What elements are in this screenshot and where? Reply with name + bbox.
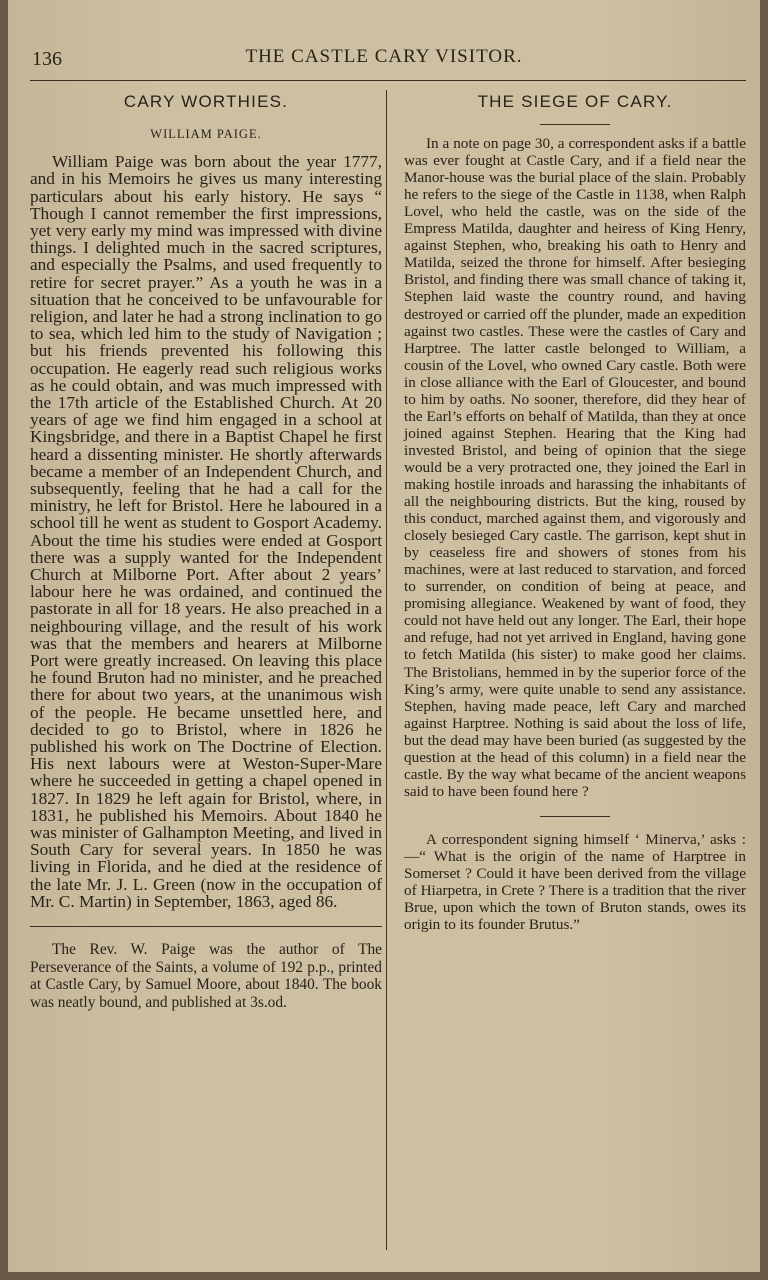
left-article-body: William Paige was born about the year 1777, and in his Memoirs he gives us many interesting particulars about his early history. He says “ Though I cannot remember the first impressions, yet very early my mind was impressed with divine things. I delighted much in the sacred scriptures, and especially the Psalms, and used frequently to retire for secret prayer.” As a youth he was in a situation that he conceived to be unfavourable for religion, and later he had a strong inclination to go to sea, which led him to the study of Navigation ; but his friends prevented his following this occupation. He eagerly read such religious works as he could obtain, and was much impressed with the 17th article of the Established Church. At 20 years of age we find him engaged in a school at Kingsbridge, and there in a Baptist Chapel he first heard a dissenting minister. He shortly afterwards became a member of an Independent Church, and subsequently, feeling that he had a call for the ministry, he left for Bristol. Here he laboured in a school till he went as student to Gosport Academy. About the time his studies were ended at Gosport there was a supply wanted for the Independent Church at Milborne Port. After about 2 years’ labour here he was ordained, and continued the pastorate in all for 18 years. He also preached in a neighbouring village, and the result of his work was that the members and hearers at Milborne Port were greatly increased. On leaving this place he found Bruton had no minister, and he preached there for about two years, at the unanimous wish of the people. He became unsettled here, and decided to go to Bristol, where in 1826 he published his work on The Doctrine of Election. His next labours were at Weston-Super-Mare where he succeeded in getting a chapel opened in 1827. In 1829 he left again for Bristol, where, in 1831, he published his Memoirs. About 1840 he was minister of Galhampton Meeting, and lived in South Cary for several years. In 1850 he was living in Florida, and he died at the residence of the late Mr. J. L. Green (now in the occupation of Mr. C. Martin) in September, 1863, aged 86. [30,152,382,911]
left-column [30,90,382,1011]
page-number: 136 [32,48,62,70]
right-article-body: In a note on page 30, a correspondent asks if a battle was ever fought at Castle Cary, and if a field near the Manor-house was the burial place of the slain. Probably he refers to the siege of the Castle in 1138, when Ralph Lovel, who held the castle, was on the side of the Empress Matilda, daughter and heiress of King Henry, against Stephen, who, breaking his oath to Henry and Matilda, seized the throne for himself. After besieging Bristol, and finding there was small chance of taking it, Stephen laid waste the country round, and having destroyed or carried off the plunder, made an expedition against two castles. These were the castles of Cary and Harptree. The latter castle belonged to William, a cousin of the Lovel, who owned Cary castle. Both were in close alliance with the Earl of Gloucester, and bound to him by oaths. No sooner, therefore, did they hear of the Earl’s efforts on behalf of Matilda, than they at once joined against Stephen. Hearing that the King had invested Bristol, and being of opinion that the siege would be a very protracted one, they joined the Earl in making hostile inroads and harassing the inhabitants of all the neighbouring districts. But the king, roused by this conduct, marched against them, and vigorously and closely besieged Cary castle. The garrison, kept shut in by ceaseless fire and showers of stones from his machines, were at last reduced to starvation, and forced to surrender, on condition of being at peace, and promising allegiance. Weakened by want of food, they could not have held out any longer. The Earl, their hope and refuge, had not yet arrived in England, having gone to fetch Matilda (his sister) to make good her claims. The Bristolians, hemmed in by the superior force of the King’s army, were quite unable to send any assistance. Stephen, having made peace, left Cary and marched against Harptree. Nothing is said about the loss of life, but the dead may have been buried (as suggested by the question at the head of this column) in a field near the castle. By the way what became of the ancient weapons said to have been found here ? [404,135,746,800]
running-title: THE CASTLE CARY VISITOR. [245,46,523,67]
right-heading-rule [540,124,610,125]
right-heading: THE SIEGE OF CARY. [477,92,673,111]
right-note: A correspondent signing himself ‘ Minerva,’ asks :—“ What is the origin of the name of Harptree in Somerset ? Could it have been derived from the village of Hiarpetra, in Crete ? There is a tradition that the river Brue, upon which the town of Bruton stands, owes its origin to its founder Brutus.” [404,830,746,934]
right-column [404,90,746,933]
header-rule [30,80,746,81]
left-note-rule [30,926,382,927]
page-header [8,42,760,72]
column-divider [386,90,387,1250]
left-note: The Rev. W. Paige was the author of The Perseverance of the Saints, a volume of 192 p.p., printed at Castle Cary, by Samuel Moore, about 1840. The book was neatly bound, and published at 3s.od. [30,941,382,1011]
newspaper-page [8,0,760,1272]
right-note-rule [540,816,610,817]
left-subheading: WILLIAM PAIGE. [150,127,262,142]
left-heading: CARY WORTHIES. [123,92,289,111]
